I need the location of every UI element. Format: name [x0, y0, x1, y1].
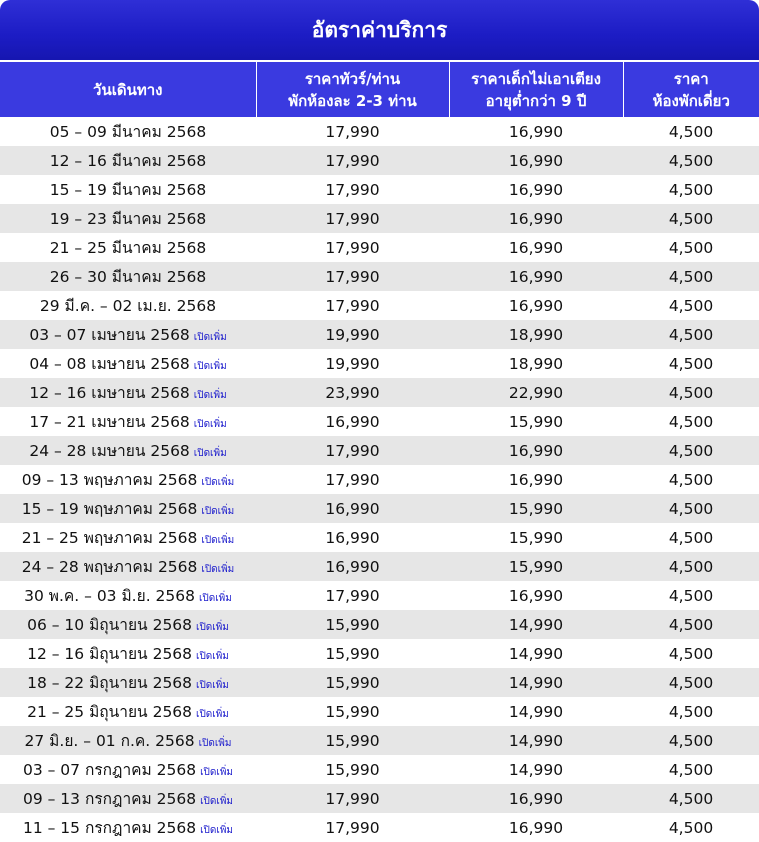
child-price-cell: 14,990 [449, 697, 623, 726]
travel-date-cell [0, 697, 256, 726]
travel-date-cell [0, 204, 256, 233]
table-row [0, 204, 759, 233]
travel-date-cell [0, 610, 256, 639]
travel-date-cell [0, 465, 256, 494]
table-row [0, 668, 759, 697]
single-room-cell: 4,500 [623, 436, 759, 465]
header-adult-price-line2: พักห้องละ 2-3 ท่าน [288, 91, 417, 110]
travel-date: 03 – 07 เมษายน 2568 [29, 326, 190, 344]
table-row [0, 610, 759, 639]
adult-price-cell: 19,990 [256, 320, 449, 349]
single-room-cell: 4,500 [623, 668, 759, 697]
single-room-cell: 4,500 [623, 726, 759, 755]
adult-price-cell: 15,990 [256, 639, 449, 668]
travel-date-cell [0, 233, 256, 262]
child-price-cell: 14,990 [449, 668, 623, 697]
child-price-cell: 22,990 [449, 378, 623, 407]
price-table [0, 62, 759, 842]
extra-departure-tag: เปิดเพิ่ม [200, 825, 234, 836]
table-row [0, 639, 759, 668]
extra-departure-tag: เปิดเพิ่ม [201, 506, 235, 517]
adult-price-cell: 15,990 [256, 697, 449, 726]
extra-departure-tag: เปิดเพิ่ม [193, 419, 227, 430]
child-price-cell: 18,990 [449, 320, 623, 349]
adult-price-cell: 17,990 [256, 465, 449, 494]
table-row [0, 436, 759, 465]
table-row [0, 755, 759, 784]
travel-date-cell [0, 320, 256, 349]
travel-date-cell [0, 349, 256, 378]
table-row [0, 523, 759, 552]
single-room-cell: 4,500 [623, 175, 759, 204]
travel-date: 03 – 07 กรกฎาคม 2568 [22, 761, 197, 779]
adult-price-cell: 17,990 [256, 146, 449, 175]
single-room-cell: 4,500 [623, 262, 759, 291]
child-price-cell: 15,990 [449, 494, 623, 523]
child-price-cell: 15,990 [449, 407, 623, 436]
extra-departure-tag: เปิดเพิ่ม [196, 680, 229, 691]
child-price-cell: 15,990 [449, 523, 623, 552]
travel-date-cell [0, 755, 256, 784]
single-room-cell: 4,500 [623, 639, 759, 668]
single-room-cell: 4,500 [623, 146, 759, 175]
travel-date-cell [0, 523, 256, 552]
travel-date: 15 – 19 มีนาคม 2568 [49, 181, 207, 199]
extra-departure-tag: เปิดเพิ่ม [196, 622, 229, 633]
adult-price-cell: 15,990 [256, 610, 449, 639]
table-row [0, 117, 759, 146]
travel-date-cell [0, 813, 256, 842]
extra-departure-tag: เปิดเพิ่ม [201, 477, 235, 488]
child-price-cell: 16,990 [449, 233, 623, 262]
header-single-room [623, 62, 759, 117]
travel-date: 15 – 19 พฤษภาคม 2568 [21, 500, 198, 518]
child-price-cell: 16,990 [449, 146, 623, 175]
adult-price-cell: 16,990 [256, 494, 449, 523]
table-row [0, 726, 759, 755]
travel-date: 04 – 08 เมษายน 2568 [29, 355, 190, 373]
table-row [0, 262, 759, 291]
single-room-cell: 4,500 [623, 813, 759, 842]
adult-price-cell: 17,990 [256, 784, 449, 813]
adult-price-cell: 15,990 [256, 668, 449, 697]
adult-price-cell: 17,990 [256, 204, 449, 233]
adult-price-cell: 17,990 [256, 262, 449, 291]
travel-date-cell [0, 407, 256, 436]
single-room-cell: 4,500 [623, 581, 759, 610]
extra-departure-tag: เปิดเพิ่ม [199, 593, 232, 604]
adult-price-cell: 23,990 [256, 378, 449, 407]
travel-date: 21 – 25 พฤษภาคม 2568 [21, 529, 198, 547]
single-room-cell: 4,500 [623, 755, 759, 784]
adult-price-cell: 19,990 [256, 349, 449, 378]
header-adult-price [256, 62, 449, 117]
travel-date-cell [0, 784, 256, 813]
travel-date: 29 มี.ค. – 02 เม.ย. 2568 [39, 297, 217, 315]
travel-date: 12 – 16 มีนาคม 2568 [49, 152, 207, 170]
child-price-cell: 16,990 [449, 117, 623, 146]
child-price-cell: 15,990 [449, 552, 623, 581]
travel-date: 24 – 28 เมษายน 2568 [29, 442, 190, 460]
header-travel-date-line: วันเดินทาง [93, 80, 163, 99]
child-price-cell: 16,990 [449, 204, 623, 233]
travel-date-cell [0, 117, 256, 146]
extra-departure-tag: เปิดเพิ่ม [200, 767, 234, 778]
table-row [0, 581, 759, 610]
header-row [0, 62, 759, 117]
travel-date: 06 – 10 มิถุนายน 2568 [27, 616, 193, 634]
travel-date-cell [0, 494, 256, 523]
table-row [0, 378, 759, 407]
single-room-cell: 4,500 [623, 523, 759, 552]
single-room-cell: 4,500 [623, 552, 759, 581]
travel-date: 09 – 13 กรกฎาคม 2568 [22, 790, 197, 808]
travel-date: 05 – 09 มีนาคม 2568 [49, 123, 207, 141]
travel-date: 21 – 25 มีนาคม 2568 [49, 239, 207, 257]
adult-price-cell: 17,990 [256, 813, 449, 842]
adult-price-cell: 17,990 [256, 233, 449, 262]
extra-departure-tag: เปิดเพิ่ม [201, 535, 235, 546]
travel-date: 09 – 13 พฤษภาคม 2568 [21, 471, 198, 489]
extra-departure-tag: เปิดเพิ่ม [193, 448, 227, 459]
child-price-cell: 18,990 [449, 349, 623, 378]
adult-price-cell: 16,990 [256, 552, 449, 581]
travel-date-cell [0, 668, 256, 697]
header-child-price [449, 62, 623, 117]
single-room-cell: 4,500 [623, 378, 759, 407]
child-price-cell: 16,990 [449, 813, 623, 842]
child-price-cell: 14,990 [449, 726, 623, 755]
child-price-cell: 14,990 [449, 639, 623, 668]
travel-date-cell [0, 291, 256, 320]
travel-date: 27 มิ.ย. – 01 ก.ค. 2568 [24, 732, 195, 750]
extra-departure-tag: เปิดเพิ่ม [196, 709, 229, 720]
adult-price-cell: 17,990 [256, 175, 449, 204]
travel-date-cell [0, 581, 256, 610]
table-row [0, 552, 759, 581]
extra-departure-tag: เปิดเพิ่ม [193, 332, 227, 343]
table-row [0, 465, 759, 494]
table-row [0, 784, 759, 813]
child-price-cell: 16,990 [449, 291, 623, 320]
extra-departure-tag: เปิดเพิ่ม [201, 564, 235, 575]
table-row [0, 407, 759, 436]
child-price-cell: 16,990 [449, 175, 623, 204]
table-row [0, 697, 759, 726]
child-price-cell: 16,990 [449, 784, 623, 813]
adult-price-cell: 16,990 [256, 407, 449, 436]
adult-price-cell: 17,990 [256, 117, 449, 146]
child-price-cell: 16,990 [449, 436, 623, 465]
table-row [0, 146, 759, 175]
adult-price-cell: 16,990 [256, 523, 449, 552]
travel-date: 18 – 22 มิถุนายน 2568 [27, 674, 193, 692]
travel-date-cell [0, 436, 256, 465]
adult-price-cell: 17,990 [256, 581, 449, 610]
travel-date: 24 – 28 พฤษภาคม 2568 [21, 558, 198, 576]
single-room-cell: 4,500 [623, 494, 759, 523]
travel-date: 17 – 21 เมษายน 2568 [29, 413, 190, 431]
single-room-cell: 4,500 [623, 784, 759, 813]
travel-date-cell [0, 262, 256, 291]
adult-price-cell: 15,990 [256, 726, 449, 755]
single-room-cell: 4,500 [623, 407, 759, 436]
travel-date: 30 พ.ค. – 03 มิ.ย. 2568 [24, 587, 195, 605]
child-price-cell: 16,990 [449, 465, 623, 494]
travel-date-cell [0, 552, 256, 581]
header-single-room-line1: ราคา [673, 69, 709, 88]
travel-date-cell [0, 146, 256, 175]
extra-departure-tag: เปิดเพิ่ม [193, 361, 227, 372]
travel-date: 12 – 16 เมษายน 2568 [29, 384, 190, 402]
single-room-cell: 4,500 [623, 465, 759, 494]
single-room-cell: 4,500 [623, 233, 759, 262]
child-price-cell: 16,990 [449, 581, 623, 610]
single-room-cell: 4,500 [623, 204, 759, 233]
extra-departure-tag: เปิดเพิ่ม [196, 651, 229, 662]
table-row [0, 349, 759, 378]
child-price-cell: 16,990 [449, 262, 623, 291]
single-room-cell: 4,500 [623, 117, 759, 146]
single-room-cell: 4,500 [623, 610, 759, 639]
single-room-cell: 4,500 [623, 320, 759, 349]
extra-departure-tag: เปิดเพิ่ม [193, 390, 227, 401]
table-row [0, 320, 759, 349]
price-table-body [0, 117, 759, 842]
travel-date: 11 – 15 กรกฎาคม 2568 [22, 819, 197, 837]
travel-date-cell [0, 726, 256, 755]
table-row [0, 233, 759, 262]
child-price-cell: 14,990 [449, 610, 623, 639]
travel-date: 19 – 23 มีนาคม 2568 [49, 210, 207, 228]
travel-date: 21 – 25 มิถุนายน 2568 [27, 703, 193, 721]
single-room-cell: 4,500 [623, 697, 759, 726]
travel-date-cell [0, 378, 256, 407]
travel-date: 12 – 16 มิถุนายน 2568 [27, 645, 193, 663]
table-row [0, 494, 759, 523]
travel-date-cell [0, 639, 256, 668]
adult-price-cell: 15,990 [256, 755, 449, 784]
header-travel-date [0, 62, 256, 117]
extra-departure-tag: เปิดเพิ่ม [200, 796, 234, 807]
single-room-cell: 4,500 [623, 349, 759, 378]
single-room-cell: 4,500 [623, 291, 759, 320]
table-row [0, 813, 759, 842]
header-child-price-line1: ราคาเด็กไม่เอาเตียง [471, 69, 601, 88]
child-price-cell: 14,990 [449, 755, 623, 784]
travel-date: 26 – 30 มีนาคม 2568 [49, 268, 207, 286]
extra-departure-tag: เปิดเพิ่ม [198, 738, 232, 749]
header-single-room-line2: ห้องพักเดี่ยว [652, 91, 730, 110]
travel-date-cell [0, 175, 256, 204]
table-row [0, 175, 759, 204]
adult-price-cell: 17,990 [256, 291, 449, 320]
adult-price-cell: 17,990 [256, 436, 449, 465]
header-adult-price-line1: ราคาทัวร์/ท่าน [304, 69, 401, 88]
table-row [0, 291, 759, 320]
price-table-title: อัตราค่าบริการ [0, 0, 759, 60]
header-child-price-line2: อายุต่ำกว่า 9 ปี [485, 91, 587, 110]
